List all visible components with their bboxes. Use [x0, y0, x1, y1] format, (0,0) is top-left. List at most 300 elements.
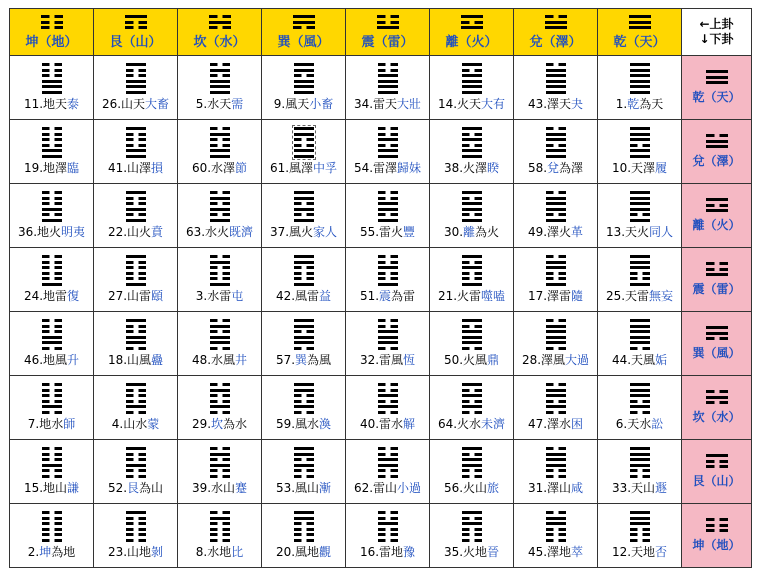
yin-line: [210, 266, 218, 269]
hexagram-icon: [378, 191, 398, 222]
hexagram-name: 比: [231, 545, 244, 559]
yin-line: [222, 383, 230, 386]
yang-line: [462, 394, 482, 397]
yin-line: [462, 144, 470, 147]
hexagram-name-prefix: 澤天: [547, 97, 572, 111]
yang-line: [294, 63, 314, 66]
hexagram-icon: [42, 511, 62, 542]
yin-line: [294, 266, 302, 269]
yin-line: [126, 517, 134, 520]
hexagram-icon: [42, 63, 62, 94]
table-row: [10, 248, 752, 312]
hexagram-label: [10, 161, 93, 176]
yin-line: [390, 319, 398, 322]
yin-line: [462, 533, 470, 536]
yin-line: [126, 389, 134, 392]
yin-line: [390, 21, 399, 24]
yang-line: [630, 69, 650, 72]
yin-line: [210, 63, 218, 66]
yang-line: [630, 127, 650, 130]
hexagram-number: 15.: [23, 481, 44, 495]
column-header-3: [178, 9, 262, 56]
yin-line: [378, 347, 386, 350]
yin-line: [630, 347, 638, 350]
hexagram-name: 歸妹: [397, 161, 422, 175]
yin-line: [558, 319, 566, 322]
yin-line: [126, 394, 134, 397]
yang-line: [210, 325, 230, 328]
hexagram-icon: [546, 319, 566, 350]
hexagram-icon: [126, 127, 146, 158]
hexagram-name-prefix: 天山: [631, 481, 656, 495]
hexagram-name-prefix: 澤風: [541, 353, 566, 367]
hexagram-icon: [126, 255, 146, 286]
hexagram-name: 睽: [487, 161, 500, 175]
yin-line: [642, 213, 650, 216]
yin-line: [630, 533, 638, 536]
hexagram-number: 61.: [269, 161, 290, 175]
hexagram-number: 6.: [615, 417, 628, 431]
hexagram-cell: [262, 56, 346, 120]
hexagram-name: 坤: [39, 545, 52, 559]
hexagram-icon: [462, 255, 482, 286]
yang-line: [630, 447, 650, 450]
yang-line: [294, 208, 314, 211]
hexagram-icon: [378, 63, 398, 94]
yang-line: [546, 208, 566, 211]
hexagram-name-suffix: 為雷: [391, 289, 416, 303]
hexagram-icon: [378, 255, 398, 286]
hexagram-name: 否: [655, 545, 668, 559]
column-header-label: 巽（風）: [277, 34, 330, 50]
yin-line: [42, 266, 50, 269]
hexagram-name-prefix: 風水: [295, 417, 320, 431]
yin-line: [54, 389, 62, 392]
hexagram-number: 31.: [527, 481, 548, 495]
yin-line: [42, 63, 50, 66]
hexagram-name: 蹇: [235, 481, 248, 495]
table-row: [10, 376, 752, 440]
yin-line: [306, 213, 314, 216]
hexagram-name-prefix: 天水: [627, 417, 652, 431]
yin-line: [546, 539, 554, 542]
yin-line: [138, 475, 146, 478]
hexagram-name-prefix: 山水: [123, 417, 148, 431]
hexagram-name-prefix: 水澤: [211, 161, 236, 175]
hexagram-name: 恆: [403, 353, 416, 367]
yin-line: [42, 522, 50, 525]
yang-line: [294, 517, 314, 520]
yang-line: [210, 405, 230, 408]
yin-line: [222, 138, 230, 141]
upper-trigram-icon: [209, 15, 231, 29]
yin-line: [294, 522, 302, 525]
hexagram-icon: [210, 383, 230, 414]
yin-line: [138, 400, 146, 403]
yin-line: [138, 389, 146, 392]
table-row: [10, 312, 752, 376]
yang-line: [378, 266, 398, 269]
hexagram-icon: [42, 447, 62, 478]
hexagram-number: 21.: [437, 289, 458, 303]
yin-line: [306, 458, 314, 461]
yin-line: [54, 202, 62, 205]
yin-line: [138, 325, 146, 328]
yin-line: [54, 63, 62, 66]
yin-line: [210, 458, 218, 461]
yin-line: [210, 138, 218, 141]
yin-line: [706, 337, 715, 340]
hexagram-name-prefix: 水地: [207, 545, 232, 559]
hexagram-icon: [126, 191, 146, 222]
yang-line: [294, 80, 314, 83]
yang-line: [294, 219, 314, 222]
yin-line: [294, 475, 302, 478]
yin-line: [222, 469, 230, 472]
hexagram-cell: [514, 376, 598, 440]
hexagram-cell: [178, 56, 262, 120]
yang-line: [210, 133, 230, 136]
yin-line: [125, 21, 134, 24]
hexagram-label: [346, 289, 429, 304]
yang-line: [630, 464, 650, 467]
yin-line: [719, 460, 728, 463]
yang-line: [706, 332, 728, 335]
yang-line: [462, 219, 482, 222]
yang-line: [378, 219, 398, 222]
yin-line: [294, 272, 302, 275]
yin-line: [546, 469, 554, 472]
row-header: [682, 440, 752, 504]
yang-line: [706, 76, 728, 79]
yang-line: [462, 447, 482, 450]
yang-line: [294, 464, 314, 467]
yin-line: [306, 400, 314, 403]
yin-line: [642, 272, 650, 275]
yin-line: [294, 539, 302, 542]
yang-line: [546, 149, 566, 152]
yin-line: [54, 133, 62, 136]
hexagram-cell: [514, 248, 598, 312]
yang-line: [210, 69, 230, 72]
hexagram-name-suffix: 為澤: [559, 161, 584, 175]
hexagram-name-prefix: 風山: [295, 481, 320, 495]
yang-line: [378, 138, 398, 141]
hexagram-label: [10, 417, 93, 432]
yang-line: [546, 261, 566, 264]
row-header: [682, 248, 752, 312]
yin-line: [222, 144, 230, 147]
yang-line: [42, 91, 62, 94]
yin-line: [474, 144, 482, 147]
hexagram-name-prefix: 雷風: [379, 353, 404, 367]
yang-line: [294, 197, 314, 200]
yin-line: [210, 144, 218, 147]
hexagram-name: 咸: [571, 481, 584, 495]
yang-line: [378, 208, 398, 211]
hexagram-name-prefix: 風火: [289, 225, 314, 239]
hexagram-name: 豐: [403, 225, 416, 239]
hexagram-icon: [42, 191, 62, 222]
yin-line: [378, 453, 386, 456]
yin-line: [390, 383, 398, 386]
hexagram-name: 臨: [67, 161, 80, 175]
yin-line: [558, 400, 566, 403]
yin-line: [138, 453, 146, 456]
yin-line: [126, 266, 134, 269]
yang-line: [546, 133, 566, 136]
hexagram-cell: [430, 440, 514, 504]
yang-line: [630, 394, 650, 397]
yin-line: [222, 400, 230, 403]
hexagram-label: [514, 225, 597, 240]
yin-line: [558, 277, 566, 280]
yin-line: [558, 63, 566, 66]
hexagram-cell: [178, 440, 262, 504]
yang-line: [210, 261, 230, 264]
yang-line: [629, 26, 651, 29]
column-header-8: [598, 9, 682, 56]
hexagram-label: [178, 97, 261, 112]
hexagram-number: 55.: [359, 225, 380, 239]
yin-line: [378, 400, 386, 403]
yang-line: [126, 149, 146, 152]
yin-line: [54, 453, 62, 456]
yang-line: [630, 522, 650, 525]
hexagram-cell: [178, 312, 262, 376]
yin-line: [42, 127, 50, 130]
hexagram-label: [178, 161, 261, 176]
yin-line: [222, 411, 230, 414]
yang-line: [209, 21, 231, 24]
yang-line: [125, 15, 147, 18]
yin-line: [462, 453, 470, 456]
yin-line: [294, 528, 302, 531]
hexagram-name-prefix: 水風: [211, 353, 236, 367]
yang-line: [210, 149, 230, 152]
hexagram-icon: [294, 255, 314, 286]
yin-line: [138, 517, 146, 520]
hexagram-number: 27.: [107, 289, 128, 303]
hexagram-name-prefix: 地火: [37, 225, 62, 239]
yin-line: [222, 458, 230, 461]
yang-line: [377, 26, 399, 29]
hexagram-cell: [94, 504, 178, 568]
yin-line: [390, 133, 398, 136]
upper-trigram-legend: ←上卦: [699, 17, 734, 31]
hexagram-label: [262, 225, 345, 240]
yang-line: [126, 85, 146, 88]
hexagram-name-prefix: 地天: [43, 97, 68, 111]
yin-line: [125, 26, 134, 29]
hexagram-name-prefix: 澤地: [547, 545, 572, 559]
hexagram-icon: [462, 319, 482, 350]
hexagram-cell: [94, 248, 178, 312]
yin-line: [306, 522, 314, 525]
yin-line: [222, 272, 230, 275]
yang-line: [294, 149, 314, 152]
hexagram-number: 59.: [275, 417, 296, 431]
yin-line: [138, 522, 146, 525]
yin-line: [294, 469, 302, 472]
hexagram-name-prefix: 雷火: [379, 225, 404, 239]
yin-line: [306, 394, 314, 397]
hexagram-cell: [514, 56, 598, 120]
yin-line: [222, 191, 230, 194]
hexagram-cell: [598, 248, 682, 312]
hexagram-cell: [10, 248, 94, 312]
yang-line: [294, 453, 314, 456]
yin-line: [706, 134, 715, 137]
yang-line: [630, 266, 650, 269]
yin-line: [546, 475, 554, 478]
yang-line: [210, 453, 230, 456]
yin-line: [474, 389, 482, 392]
row-header-label: 離（火）: [692, 218, 741, 232]
yin-line: [138, 213, 146, 216]
column-header-2: [94, 9, 178, 56]
hexagram-number: 51.: [359, 289, 380, 303]
hexagram-name-prefix: 澤水: [547, 417, 572, 431]
yang-line: [293, 15, 315, 18]
hexagram-icon: [546, 511, 566, 542]
hexagram-icon: [294, 383, 314, 414]
hexagram-icon: [546, 383, 566, 414]
yin-line: [54, 447, 62, 450]
yang-line: [630, 138, 650, 141]
hexagram-label: [514, 417, 597, 432]
yang-line: [378, 149, 398, 152]
hexagram-name: 震: [379, 289, 392, 303]
hexagram-label: [94, 225, 177, 240]
yin-line: [546, 277, 554, 280]
yin-line: [630, 539, 638, 542]
yang-line: [462, 255, 482, 258]
yin-line: [306, 74, 314, 77]
hexagram-name: 蠱: [151, 353, 164, 367]
yin-line: [42, 144, 50, 147]
yin-line: [210, 400, 218, 403]
yin-line: [558, 475, 566, 478]
yang-line: [210, 219, 230, 222]
yin-line: [462, 400, 470, 403]
yang-line: [630, 74, 650, 77]
hexagram-name-prefix: 山火: [127, 225, 152, 239]
yin-line: [222, 266, 230, 269]
yang-line: [294, 69, 314, 72]
yang-line: [630, 91, 650, 94]
hexagram-label: [10, 353, 93, 368]
yin-line: [54, 319, 62, 322]
yin-line: [294, 394, 302, 397]
hexagram-label: [430, 481, 513, 496]
hexagram-icon: [630, 255, 650, 286]
hexagram-label: [514, 161, 597, 176]
yin-line: [54, 533, 62, 536]
hexagram-cell: [10, 440, 94, 504]
hexagram-cell: [598, 312, 682, 376]
yin-line: [54, 144, 62, 147]
yin-line: [54, 475, 62, 478]
column-header-label: 坤（地）: [25, 34, 78, 50]
hexagram-cell: [262, 376, 346, 440]
yang-line: [126, 511, 146, 514]
hexagram-cell: [94, 440, 178, 504]
yang-line: [546, 325, 566, 328]
hexagram-label: [430, 545, 513, 560]
hexagram-name-prefix: 水雷: [207, 289, 232, 303]
yin-line: [390, 389, 398, 392]
yin-line: [126, 325, 134, 328]
yang-line: [378, 202, 398, 205]
yin-line: [138, 469, 146, 472]
hexagram-number: 7.: [27, 417, 40, 431]
yin-line: [474, 528, 482, 531]
yin-line: [138, 69, 146, 72]
yang-line: [462, 138, 482, 141]
yin-line: [378, 325, 386, 328]
yang-line: [210, 341, 230, 344]
yin-line: [390, 539, 398, 542]
yin-line: [306, 533, 314, 536]
hexagram-label: [10, 289, 93, 304]
hexagram-label: [178, 417, 261, 432]
yin-line: [642, 144, 650, 147]
yin-line: [306, 272, 314, 275]
yin-line: [222, 15, 231, 18]
hexagram-icon: [462, 63, 482, 94]
hexagram-number: 43.: [527, 97, 548, 111]
hexagram-name-prefix: 火山: [463, 481, 488, 495]
yin-line: [558, 469, 566, 472]
hexagram-label: [598, 545, 681, 560]
yin-line: [558, 447, 566, 450]
hexagram-cell: [514, 120, 598, 184]
yang-line: [630, 261, 650, 264]
yin-line: [719, 465, 728, 468]
yang-line: [378, 405, 398, 408]
hexagram-icon: [462, 447, 482, 478]
yang-line: [706, 326, 728, 329]
hexagram-icon: [378, 383, 398, 414]
yin-line: [210, 191, 218, 194]
row-header-label: 兌（澤）: [692, 154, 741, 168]
yang-line: [546, 80, 566, 83]
hexagram-icon: [294, 319, 314, 350]
yin-line: [294, 74, 302, 77]
hexagram-name-prefix: 澤雷: [547, 289, 572, 303]
hexagram-icon: [210, 63, 230, 94]
yang-line: [126, 255, 146, 258]
hexagram-cell: [262, 504, 346, 568]
hexagram-name: 節: [235, 161, 248, 175]
column-header-label: 震（雷）: [361, 34, 414, 50]
yin-line: [719, 518, 728, 521]
yin-line: [378, 475, 386, 478]
yin-line: [126, 539, 134, 542]
yang-line: [630, 197, 650, 200]
hexagram-cell: [94, 184, 178, 248]
yang-line: [630, 389, 650, 392]
yin-line: [378, 197, 386, 200]
hexagram-table: [9, 8, 752, 568]
yin-line: [630, 277, 638, 280]
hexagram-name-prefix: 水火: [205, 225, 230, 239]
yin-line: [306, 411, 314, 414]
yin-line: [54, 266, 62, 269]
yin-line: [294, 138, 302, 141]
yin-line: [294, 533, 302, 536]
